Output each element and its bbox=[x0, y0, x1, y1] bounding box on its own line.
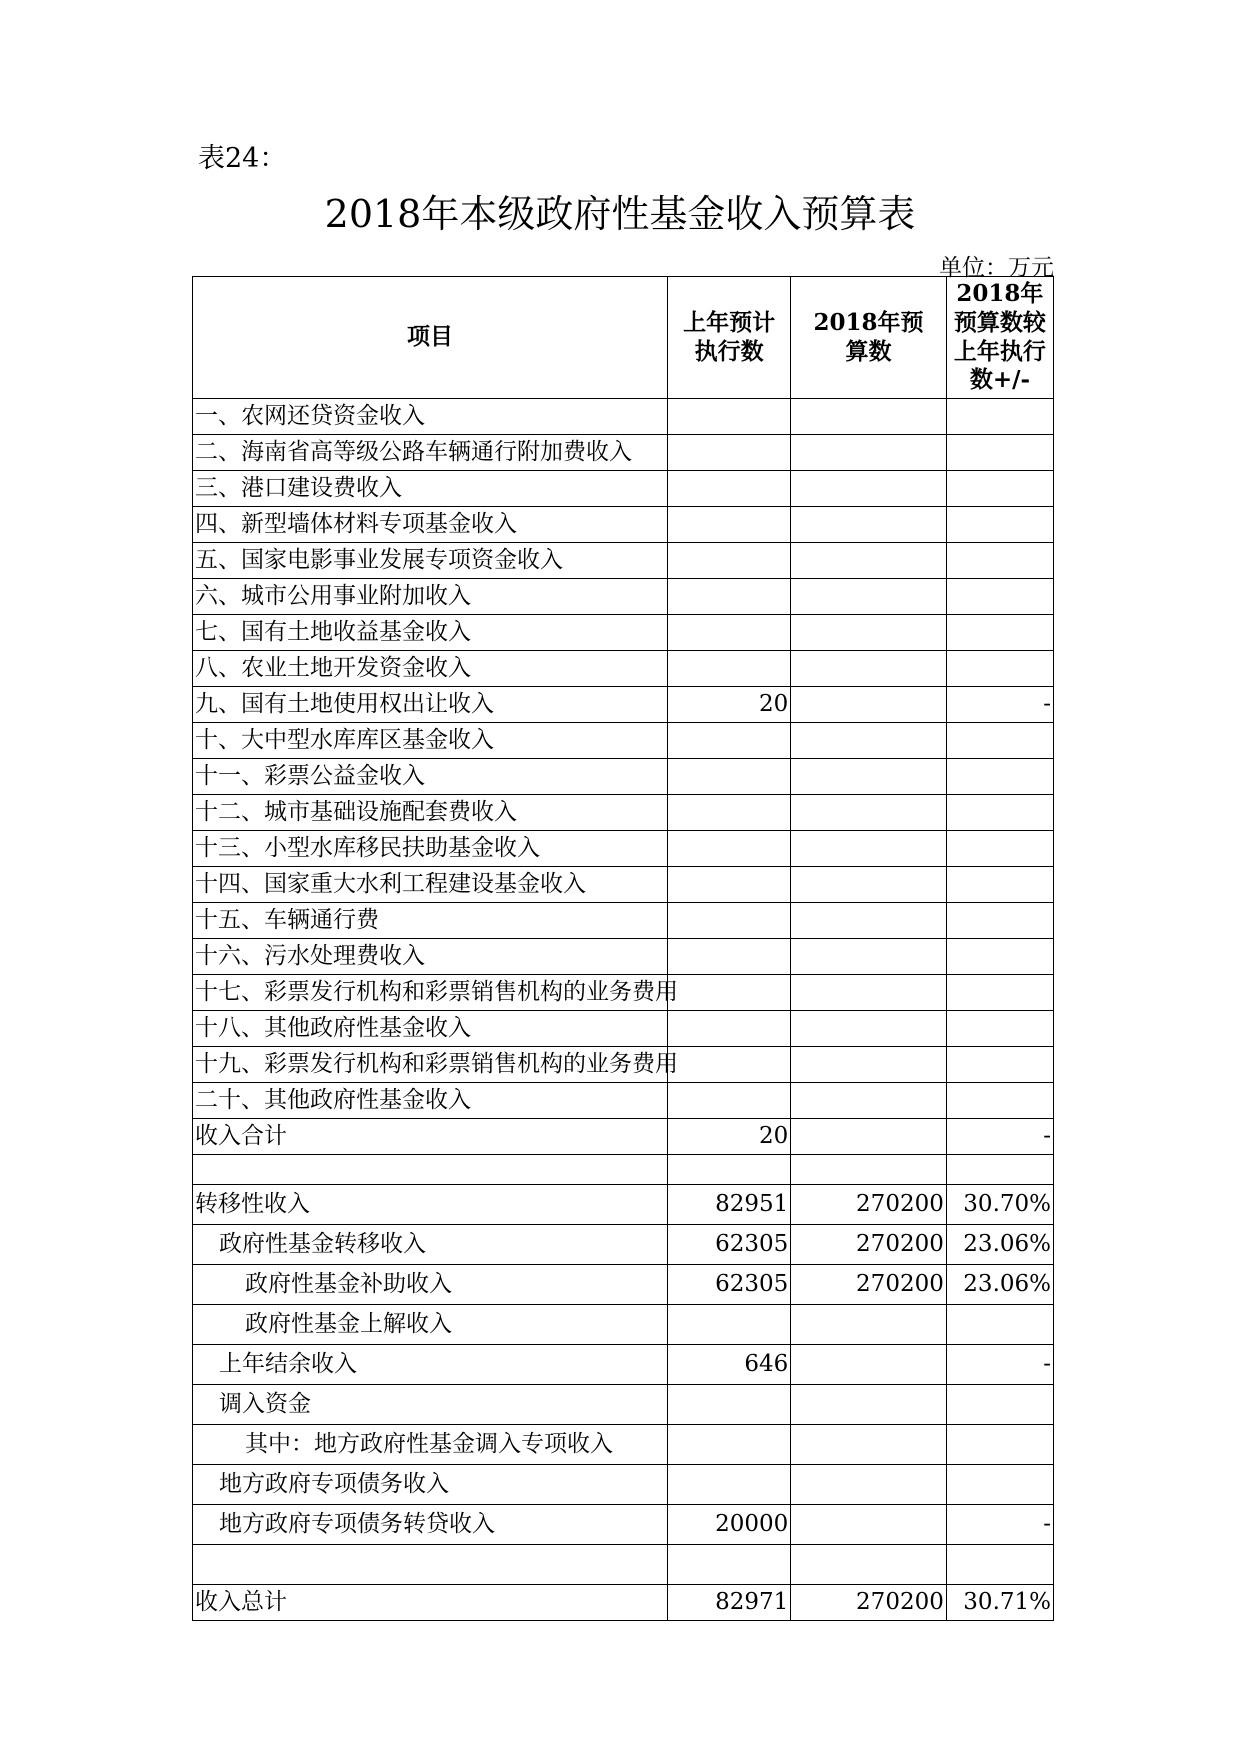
row-diff-value: - bbox=[946, 1505, 1053, 1545]
row-prev-value: 82951 bbox=[667, 1185, 790, 1225]
row-diff-value bbox=[946, 1155, 1053, 1185]
header-item: 项目 bbox=[193, 277, 668, 399]
row-budget-value bbox=[791, 435, 947, 471]
row-budget-value bbox=[791, 1011, 947, 1047]
row-item-label: 七、国有土地收益基金收入 bbox=[193, 615, 668, 651]
row-budget-value bbox=[791, 759, 947, 795]
row-item-label: 收入总计 bbox=[193, 1585, 668, 1621]
table-row bbox=[193, 1465, 1054, 1505]
row-diff-value bbox=[946, 1385, 1053, 1425]
row-diff-value bbox=[946, 723, 1053, 759]
row-prev-value bbox=[667, 831, 790, 867]
table-row bbox=[193, 1083, 1054, 1119]
table-row bbox=[193, 1011, 1054, 1047]
row-budget-value: 270200 bbox=[791, 1185, 947, 1225]
row-prev-value: 82971 bbox=[667, 1585, 790, 1621]
table-row bbox=[193, 1225, 1054, 1265]
row-diff-value: - bbox=[946, 1345, 1053, 1385]
row-diff-value bbox=[946, 1425, 1053, 1465]
row-budget-value bbox=[791, 615, 947, 651]
row-item-label: 五、国家电影事业发展专项资金收入 bbox=[193, 543, 668, 579]
row-item-label: 八、农业土地开发资金收入 bbox=[193, 651, 668, 687]
row-diff-value bbox=[946, 759, 1053, 795]
table-row bbox=[193, 759, 1054, 795]
row-diff-value bbox=[946, 1465, 1053, 1505]
row-item-label: 地方政府专项债务转贷收入 bbox=[193, 1505, 668, 1545]
table-body bbox=[193, 399, 1054, 1621]
table-row bbox=[193, 1265, 1054, 1305]
row-diff-value bbox=[946, 795, 1053, 831]
row-budget-value bbox=[791, 795, 947, 831]
row-budget-value bbox=[791, 1083, 947, 1119]
row-diff-value bbox=[946, 471, 1053, 507]
table-row bbox=[193, 831, 1054, 867]
row-budget-value bbox=[791, 471, 947, 507]
row-prev-value bbox=[667, 975, 790, 1011]
row-item-label: 收入合计 bbox=[193, 1119, 668, 1155]
row-item-label: 十三、小型水库移民扶助基金收入 bbox=[193, 831, 668, 867]
row-item-label bbox=[193, 1155, 668, 1185]
row-budget-value bbox=[791, 831, 947, 867]
row-prev-value: 646 bbox=[667, 1345, 790, 1385]
row-item-label: 其中：地方政府性基金调入专项收入 bbox=[193, 1425, 668, 1465]
row-prev-value: 62305 bbox=[667, 1225, 790, 1265]
row-budget-value bbox=[791, 1465, 947, 1505]
row-diff-value bbox=[946, 831, 1053, 867]
table-row bbox=[193, 1505, 1054, 1545]
row-diff-value bbox=[946, 579, 1053, 615]
row-prev-value bbox=[667, 939, 790, 975]
row-prev-value: 20 bbox=[667, 1119, 790, 1155]
row-item-label: 调入资金 bbox=[193, 1385, 668, 1425]
row-item-label: 二、海南省高等级公路车辆通行附加费收入 bbox=[193, 435, 668, 471]
row-item-label: 十六、污水处理费收入 bbox=[193, 939, 668, 975]
row-budget-value bbox=[791, 939, 947, 975]
row-diff-value bbox=[946, 1545, 1053, 1585]
table-row bbox=[193, 1119, 1054, 1155]
row-prev-value bbox=[667, 435, 790, 471]
row-budget-value bbox=[791, 1155, 947, 1185]
row-prev-value bbox=[667, 723, 790, 759]
header-row bbox=[193, 277, 1054, 399]
row-prev-value bbox=[667, 1465, 790, 1505]
row-prev-value bbox=[667, 471, 790, 507]
row-prev-value bbox=[667, 1011, 790, 1047]
header-diff: 2018年预算数较上年执行数+/- bbox=[946, 277, 1053, 399]
row-item-label: 一、农网还贷资金收入 bbox=[193, 399, 668, 435]
row-diff-value bbox=[946, 1083, 1053, 1119]
row-prev-value bbox=[667, 795, 790, 831]
row-item-label: 六、城市公用事业附加收入 bbox=[193, 579, 668, 615]
table-row bbox=[193, 1047, 1054, 1083]
table-row bbox=[193, 615, 1054, 651]
table-row bbox=[193, 579, 1054, 615]
table-row bbox=[193, 1425, 1054, 1465]
table-row bbox=[193, 1305, 1054, 1345]
row-prev-value bbox=[667, 399, 790, 435]
row-budget-value bbox=[791, 1305, 947, 1345]
row-budget-value bbox=[791, 507, 947, 543]
table-row bbox=[193, 723, 1054, 759]
row-prev-value bbox=[667, 1305, 790, 1345]
row-item-label: 十七、彩票发行机构和彩票销售机构的业务费用 bbox=[193, 975, 668, 1011]
row-prev-value bbox=[667, 579, 790, 615]
budget-table bbox=[192, 276, 1054, 1621]
row-diff-value: 23.06% bbox=[946, 1265, 1053, 1305]
row-item-label: 十二、城市基础设施配套费收入 bbox=[193, 795, 668, 831]
table-row bbox=[193, 903, 1054, 939]
row-item-label: 转移性收入 bbox=[193, 1185, 668, 1225]
row-prev-value bbox=[667, 867, 790, 903]
row-budget-value bbox=[791, 687, 947, 723]
row-diff-value bbox=[946, 1011, 1053, 1047]
table-row bbox=[193, 435, 1054, 471]
row-diff-value bbox=[946, 543, 1053, 579]
table-row bbox=[193, 687, 1054, 723]
row-budget-value bbox=[791, 1425, 947, 1465]
row-item-label: 十四、国家重大水利工程建设基金收入 bbox=[193, 867, 668, 903]
row-prev-value bbox=[667, 615, 790, 651]
row-budget-value bbox=[791, 579, 947, 615]
row-prev-value bbox=[667, 543, 790, 579]
row-prev-value bbox=[667, 1047, 790, 1083]
row-item-label: 地方政府专项债务收入 bbox=[193, 1465, 668, 1505]
table-row bbox=[193, 507, 1054, 543]
row-diff-value: - bbox=[946, 687, 1053, 723]
row-budget-value bbox=[791, 543, 947, 579]
table-row bbox=[193, 1185, 1054, 1225]
row-diff-value bbox=[946, 975, 1053, 1011]
row-budget-value bbox=[791, 651, 947, 687]
row-budget-value bbox=[791, 1545, 947, 1585]
row-item-label: 十九、彩票发行机构和彩票销售机构的业务费用 bbox=[193, 1047, 668, 1083]
row-prev-value bbox=[667, 903, 790, 939]
row-diff-value: 30.70% bbox=[946, 1185, 1053, 1225]
row-budget-value: 270200 bbox=[791, 1225, 947, 1265]
row-budget-value bbox=[791, 723, 947, 759]
table-row bbox=[193, 471, 1054, 507]
row-item-label: 政府性基金补助收入 bbox=[193, 1265, 668, 1305]
row-prev-value bbox=[667, 759, 790, 795]
table-row bbox=[193, 1345, 1054, 1385]
table-row bbox=[193, 651, 1054, 687]
row-diff-value bbox=[946, 651, 1053, 687]
row-prev-value bbox=[667, 507, 790, 543]
row-budget-value bbox=[791, 1505, 947, 1545]
row-prev-value bbox=[667, 651, 790, 687]
row-diff-value: - bbox=[946, 1119, 1053, 1155]
unit-label: 单位：万元 bbox=[939, 255, 1054, 281]
table-row bbox=[193, 399, 1054, 435]
table-row bbox=[193, 939, 1054, 975]
row-prev-value bbox=[667, 1545, 790, 1585]
row-budget-value bbox=[791, 399, 947, 435]
row-diff-value bbox=[946, 435, 1053, 471]
row-prev-value bbox=[667, 1385, 790, 1425]
table-row bbox=[193, 867, 1054, 903]
page-title: 2018年本级政府性基金收入预算表 bbox=[324, 192, 916, 236]
row-item-label: 二十、其他政府性基金收入 bbox=[193, 1083, 668, 1119]
row-item-label: 政府性基金转移收入 bbox=[193, 1225, 668, 1265]
row-item-label: 三、港口建设费收入 bbox=[193, 471, 668, 507]
row-item-label: 十一、彩票公益金收入 bbox=[193, 759, 668, 795]
row-item-label: 四、新型墙体材料专项基金收入 bbox=[193, 507, 668, 543]
row-diff-value bbox=[946, 1047, 1053, 1083]
row-item-label bbox=[193, 1545, 668, 1585]
table-row bbox=[193, 1545, 1054, 1585]
row-prev-value: 62305 bbox=[667, 1265, 790, 1305]
row-budget-value bbox=[791, 1047, 947, 1083]
row-prev-value bbox=[667, 1425, 790, 1465]
row-item-label: 十、大中型水库库区基金收入 bbox=[193, 723, 668, 759]
row-diff-value bbox=[946, 615, 1053, 651]
table-row bbox=[193, 1385, 1054, 1425]
row-prev-value: 20 bbox=[667, 687, 790, 723]
table-row bbox=[193, 1585, 1054, 1621]
row-diff-value bbox=[946, 1305, 1053, 1345]
header-prev: 上年预计执行数 bbox=[667, 277, 790, 399]
table-row bbox=[193, 1155, 1054, 1185]
table-row bbox=[193, 975, 1054, 1011]
row-prev-value: 20000 bbox=[667, 1505, 790, 1545]
row-budget-value bbox=[791, 903, 947, 939]
row-budget-value bbox=[791, 1119, 947, 1155]
row-budget-value bbox=[791, 975, 947, 1011]
row-budget-value: 270200 bbox=[791, 1585, 947, 1621]
table-row bbox=[193, 795, 1054, 831]
row-item-label: 十五、车辆通行费 bbox=[193, 903, 668, 939]
row-budget-value bbox=[791, 867, 947, 903]
row-diff-value bbox=[946, 507, 1053, 543]
row-diff-value bbox=[946, 867, 1053, 903]
row-budget-value bbox=[791, 1385, 947, 1425]
row-item-label: 政府性基金上解收入 bbox=[193, 1305, 668, 1345]
row-prev-value bbox=[667, 1155, 790, 1185]
row-diff-value bbox=[946, 939, 1053, 975]
table-number: 表24： bbox=[198, 143, 287, 174]
row-budget-value bbox=[791, 1345, 947, 1385]
row-prev-value bbox=[667, 1083, 790, 1119]
header-budget: 2018年预算数 bbox=[791, 277, 947, 399]
row-item-label: 十八、其他政府性基金收入 bbox=[193, 1011, 668, 1047]
row-diff-value: 23.06% bbox=[946, 1225, 1053, 1265]
table-row bbox=[193, 543, 1054, 579]
row-diff-value bbox=[946, 399, 1053, 435]
row-budget-value: 270200 bbox=[791, 1265, 947, 1305]
row-diff-value: 30.71% bbox=[946, 1585, 1053, 1621]
row-item-label: 上年结余收入 bbox=[193, 1345, 668, 1385]
row-diff-value bbox=[946, 903, 1053, 939]
row-item-label: 九、国有土地使用权出让收入 bbox=[193, 687, 668, 723]
